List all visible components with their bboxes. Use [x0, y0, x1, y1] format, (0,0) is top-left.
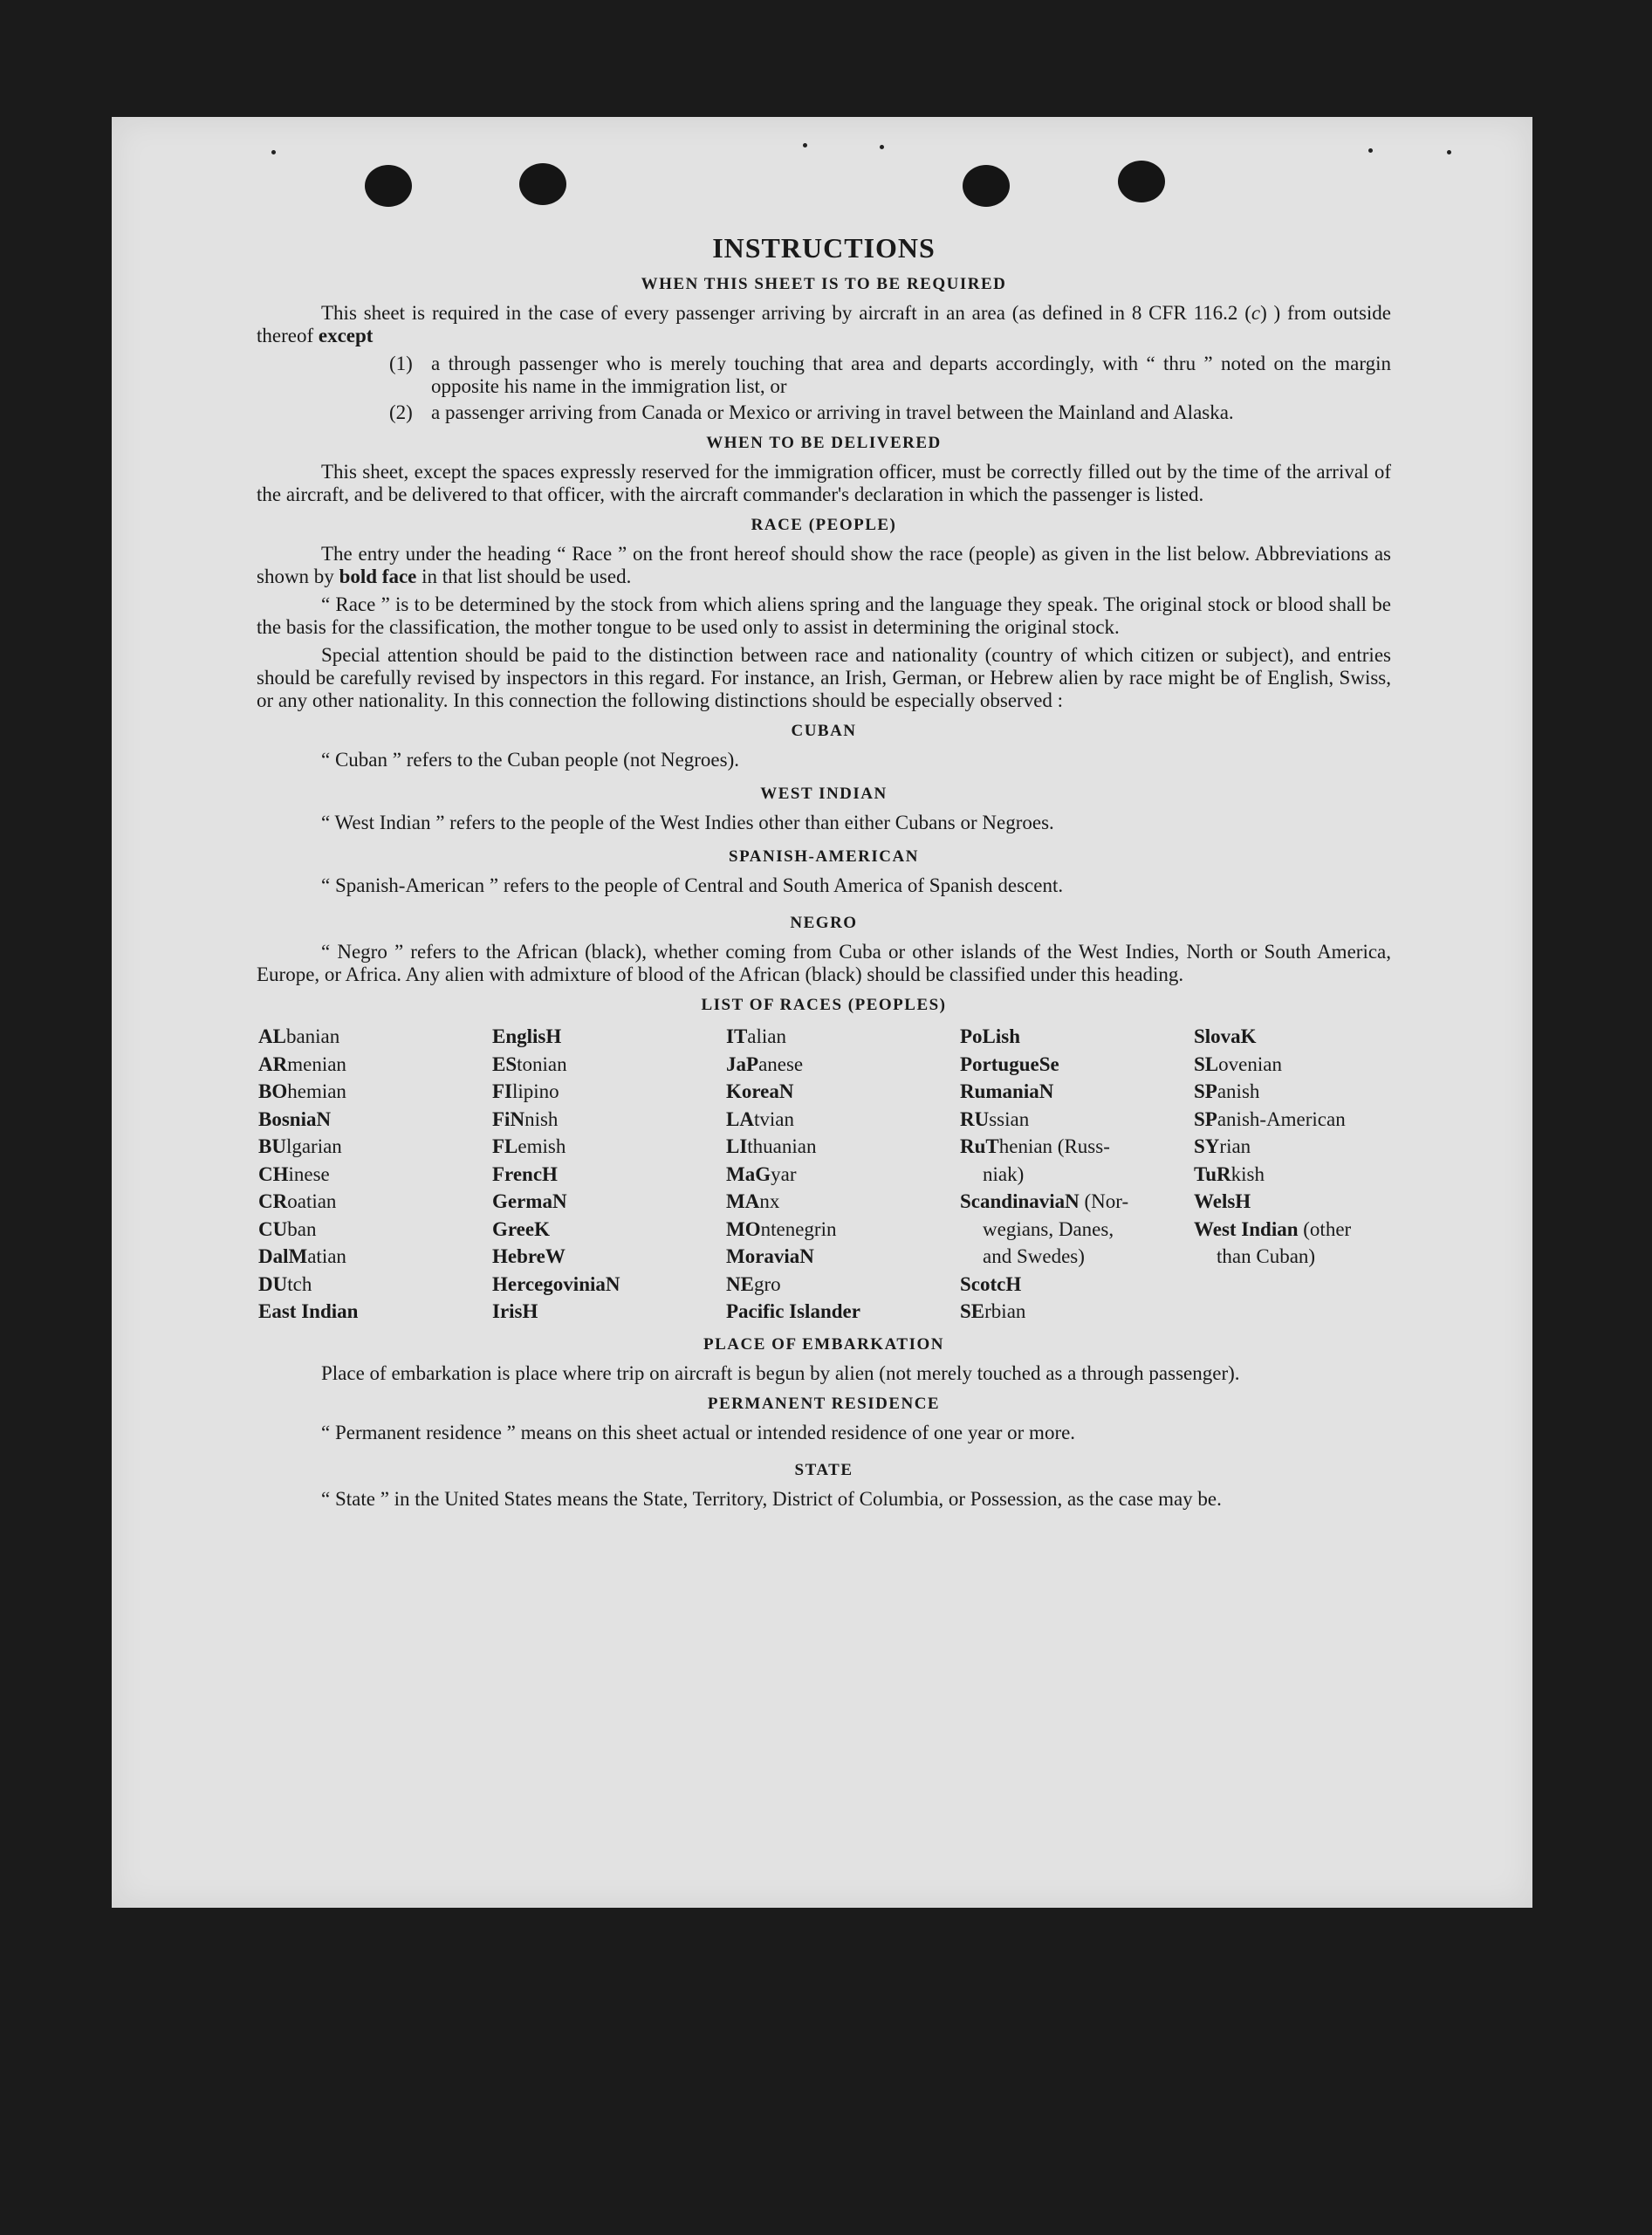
race-entry: CRoatian	[258, 1190, 337, 1212]
exception-item-1: (1) a through passenger who is merely touching that area and departs accordingly, with “ thru ” noted on the margin opposite his name in the immigration list, or	[389, 353, 1391, 397]
section-heading-west-indian: WEST INDIAN	[760, 785, 888, 803]
race-entry: LAtvian	[726, 1107, 794, 1130]
race-entry	[1194, 1271, 1393, 1299]
race-entry: HercegoviniaN	[492, 1272, 620, 1295]
race-entry: IrisH	[492, 1300, 538, 1322]
race-entry: RUssian	[960, 1107, 1030, 1130]
race-entry: KoreaN	[726, 1080, 794, 1102]
punch-hole	[365, 165, 412, 207]
race-entry: HebreW	[492, 1245, 566, 1267]
race-entry: GreeK	[492, 1217, 550, 1240]
race-entry: BosniaN	[258, 1107, 332, 1130]
race-entry: Pacific Islander	[726, 1300, 860, 1322]
race-entry: ScotcH	[960, 1272, 1022, 1295]
race-entry: SLovenian	[1194, 1052, 1282, 1075]
race-entry: LIthuanian	[726, 1135, 817, 1157]
punch-hole	[1118, 161, 1165, 202]
race-entry: EnglisH	[492, 1025, 562, 1047]
section-heading-delivered: WHEN TO BE DELIVERED	[706, 434, 942, 452]
race-entry: FIlipino	[492, 1080, 559, 1102]
race-entry: DUtch	[258, 1272, 312, 1295]
section-heading-race: RACE (PEOPLE)	[751, 516, 897, 534]
section-heading-cuban: CUBAN	[791, 722, 857, 740]
race-entry: PortugueSe	[960, 1052, 1059, 1075]
cuban-text: “ Cuban ” refers to the Cuban people (not Negroes).	[321, 749, 740, 771]
race-entry: NEgro	[726, 1272, 781, 1295]
race-entry: FiNnish	[492, 1107, 559, 1130]
race-entry	[1194, 1298, 1393, 1326]
race-paragraph-1: The entry under the heading “ Race ” on the front hereof should show the race (people) as given in the list below. Abbreviations as shown by bold face in that list should be used.	[257, 543, 1391, 587]
race-entry: FLemish	[492, 1135, 566, 1157]
race-entry: ALbanian	[258, 1025, 340, 1047]
punch-hole	[519, 163, 566, 205]
race-entry: West Indian (other	[1194, 1217, 1352, 1240]
race-entry: GermaN	[492, 1190, 567, 1212]
race-entry: ScandinaviaN (Nor-	[960, 1190, 1129, 1212]
instructions-content	[257, 232, 1391, 1516]
race-entry: SlovaK	[1194, 1025, 1257, 1047]
race-paragraph-2: “ Race ” is to be determined by the stock from which aliens spring and the language they speak. The original stock or blood shall be the basis for the classification, the mother tongue to be used only to assist in determining the original stock.	[257, 593, 1391, 638]
speck	[1447, 150, 1451, 154]
state-text: “ State ” in the United States means the State, Territory, District of Columbia, or Possession, as the case may be.	[321, 1487, 1222, 1510]
section-heading-embarkation: PLACE OF EMBARKATION	[703, 1334, 944, 1354]
race-entry: DalMatian	[258, 1245, 346, 1267]
required-intro: This sheet is required in the case of every passenger arriving by aircraft in an area (as defined in 8 CFR 116.2 (c) ) from outside thereof except	[257, 302, 1391, 346]
speck	[1368, 148, 1373, 153]
race-entry: PoLish	[960, 1025, 1021, 1047]
section-heading-required: WHEN THIS SHEET IS TO BE REQUIRED	[641, 275, 1007, 293]
race-entry: ITalian	[726, 1025, 786, 1047]
race-entry: TuRkish	[1194, 1162, 1265, 1185]
race-entry: SPanish-American	[1194, 1107, 1346, 1130]
race-entry: than Cuban)	[1217, 1245, 1316, 1267]
race-entry: SYrian	[1194, 1135, 1251, 1157]
race-entry: RuThenian (Russ-	[960, 1135, 1110, 1157]
delivered-text: This sheet, except the spaces expressly reserved for the immigration officer, must be correctly filled out by the time of the arrival of the aircraft, and be delivered to that officer, with the aircraft commander's declaration in which the passenger is listed.	[257, 461, 1391, 505]
page-title: INSTRUCTIONS	[712, 232, 936, 264]
race-paragraph-3: Special attention should be paid to the distinction between race and nationality (country of which citizen or subject), and entries should be carefully revised by inspectors in this regard. For instance, an Irish, German, or Hebrew alien by race might be of English, Swiss, or any other nationality. In this connection the following distinctions should be especially observed :	[257, 644, 1391, 711]
race-entry: ARmenian	[258, 1052, 346, 1075]
race-entry: MAnx	[726, 1190, 780, 1212]
section-heading-negro: NEGRO	[790, 914, 858, 932]
spanish-american-text: “ Spanish-American ” refers to the people of Central and South America of Spanish descent.	[321, 874, 1064, 896]
permanent-residence-text: “ Permanent residence ” means on this sheet actual or intended residence of one year or more.	[321, 1421, 1076, 1443]
race-entry: East Indian	[258, 1300, 359, 1322]
negro-text: “ Negro ” refers to the African (black), whether coming from Cuba or other islands of the West Indies, North or South America, Europe, or Africa. Any alien with admixture of blood of the African (black) should be classified under this heading.	[257, 941, 1391, 985]
section-heading-spanish-american: SPANISH-AMERICAN	[729, 847, 919, 866]
speck	[803, 143, 807, 147]
speck	[271, 150, 276, 154]
exception-item-2: (2) a passenger arriving from Canada or Mexico or arriving in travel between the Mainland and Alaska.	[389, 401, 1234, 423]
race-entry: WelsH	[1194, 1190, 1251, 1212]
race-entry: BUlgarian	[258, 1135, 342, 1157]
section-heading-state: STATE	[794, 1460, 853, 1479]
race-entry: RumaniaN	[960, 1080, 1054, 1102]
document-sheet	[112, 117, 1532, 1908]
punch-hole	[963, 165, 1010, 207]
race-entry: EStonian	[492, 1052, 567, 1075]
race-entry: niak)	[983, 1162, 1025, 1185]
race-entry: FrencH	[492, 1162, 558, 1185]
race-entry: SPanish	[1194, 1080, 1260, 1102]
race-entry: MaGyar	[726, 1162, 797, 1185]
embarkation-text: Place of embarkation is place where trip on aircraft is begun by alien (not merely touched as a through passenger).	[321, 1361, 1240, 1384]
section-heading-list-of-races: LIST OF RACES (PEOPLES)	[701, 996, 947, 1014]
race-entry: JaPanese	[726, 1052, 804, 1075]
race-entry: and Swedes)	[983, 1245, 1085, 1267]
west-indian-text: “ West Indian ” refers to the people of the West Indies other than either Cubans or Negroes.	[321, 812, 1054, 833]
race-entry: BOhemian	[258, 1080, 346, 1102]
section-heading-permanent-residence: PERMANENT RESIDENCE	[707, 1394, 941, 1413]
race-entry: CHinese	[258, 1162, 330, 1185]
race-entry: SErbian	[960, 1300, 1026, 1322]
speck	[880, 145, 884, 149]
race-entry: MoraviaN	[726, 1245, 814, 1267]
race-entry: MOntenegrin	[726, 1217, 837, 1240]
races-list	[258, 1023, 1391, 1326]
race-entry: CUban	[258, 1217, 317, 1240]
race-entry: wegians, Danes,	[983, 1217, 1114, 1240]
